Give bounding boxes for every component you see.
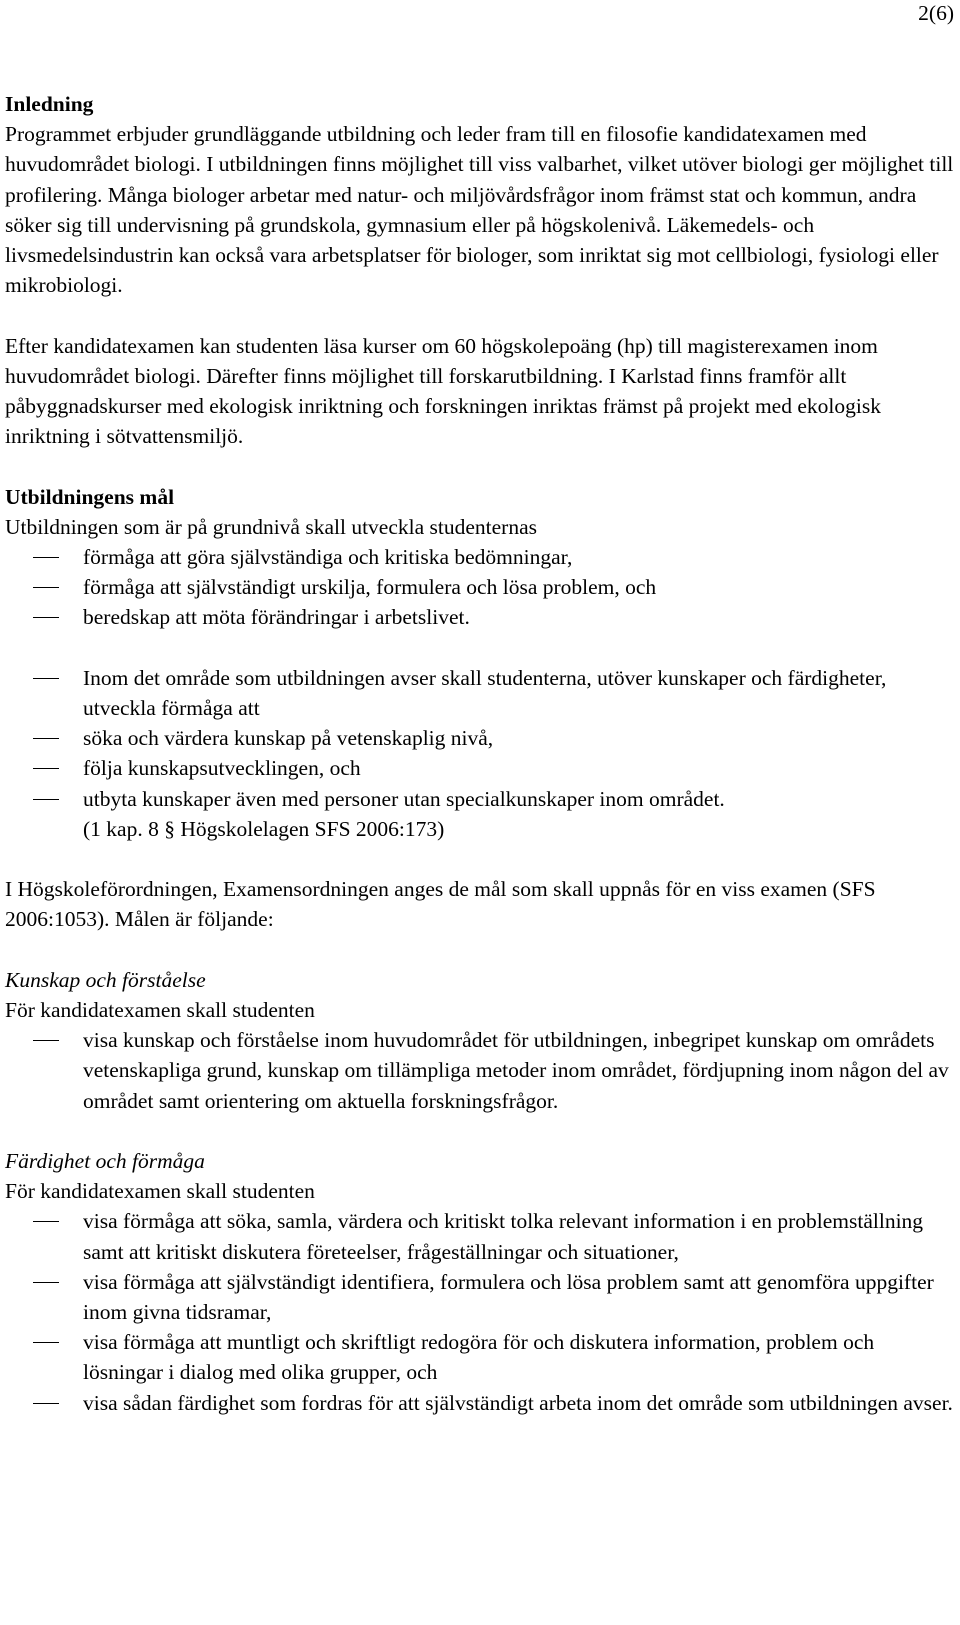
skills-heading: Färdighet och förmåga (5, 1149, 205, 1174)
list-item (5, 572, 955, 602)
intro-paragraph-1: Programmet erbjuder grundläggande utbildning och leder fram till en filosofie kandidatexamen med huvudområdet biologi. I utbildningen finns möjlighet till viss valbarhet, vilket utöver biologi ger möjlighet till profilering. Många biologer arbetar med natur- och miljövårdsfrågor inom främst stat och kommun, andra söker sig till undervisning på grundskola, gymnasium eller på högskolenivå. Läkemedels- och livsmedelsindustrin kan också vara arbetsplatser för biologer, som inriktat sig mot cellbiologi, fysiologi eller mikrobiologi. (5, 122, 954, 298)
list-item (5, 784, 955, 814)
law-citation: (1 kap. 8 § Högskolelagen SFS 2006:173) (83, 816, 445, 841)
skills-intro: För kandidatexamen skall studenten (5, 1179, 315, 1204)
list-item-text: Inom det område som utbildningen avser skall studenterna, utöver kunskaper och färdigheter, utveckla förmåga att (83, 665, 887, 721)
goals-heading: Utbildningens mål (5, 484, 175, 509)
list-item (5, 1388, 955, 1418)
list-item-text: förmåga att självständigt urskilja, formulera och lösa problem, och (83, 575, 657, 600)
intro-heading: Inledning (5, 92, 94, 116)
dash-bullet-icon (33, 617, 59, 618)
dash-bullet-icon (33, 1403, 59, 1404)
list-item-text: visa förmåga att självständigt identifiera, formulera och lösa problem samt att genomföra uppgifter inom givna tidsramar, (83, 1269, 934, 1325)
list-item-text: beredskap att möta förändringar i arbetslivet. (83, 605, 470, 630)
ordinance-paragraph: I Högskoleförordningen, Examensordningen anges de mål som skall uppnås för en viss examen (SFS 2006:1053). Målen är följande: (5, 877, 876, 932)
intro-paragraph-2: Efter kandidatexamen kan studenten läsa kurser om 60 högskolepoäng (hp) till magisterexamen inom huvudområdet biologi. Därefter finns möjlighet till forskarutbildning. I Karlstad finns framför allt påbyggnadskurser med ekologisk inriktning och forskningen inriktas främst på projekt med ekologisk inriktning i sötvattensmiljö. (5, 333, 881, 449)
knowledge-intro: För kandidatexamen skall studenten (5, 998, 315, 1023)
knowledge-heading: Kunskap och förståelse (5, 967, 206, 992)
dash-bullet-icon (33, 1221, 59, 1222)
list-item (5, 1267, 955, 1327)
list-item-text: förmåga att göra självständiga och kritiska bedömningar, (83, 545, 573, 570)
list-item (5, 602, 955, 632)
list-item (5, 542, 955, 572)
list-item-text: söka och värdera kunskap på vetenskaplig nivå, (83, 726, 494, 751)
list-item (5, 1327, 955, 1387)
dash-bullet-icon (33, 587, 59, 588)
list-item-text: utbyta kunskaper även med personer utan specialkunskaper inom området. (83, 786, 725, 811)
list-item-text: visa kunskap och förståelse inom huvudområdet för utbildningen, inbegripet kunskap om områdets vetenskapliga grund, kunskap om tillämpliga metoder inom området, fördjupning inom någon del av området samt orientering om aktuella forskningsfrågor. (83, 1028, 949, 1113)
list-item (5, 1206, 955, 1266)
page-number: 2(6) (918, 1, 954, 25)
dash-bullet-icon (33, 1342, 59, 1343)
list-item-text: visa förmåga att söka, samla, värdera och kritiskt tolka relevant information i en problemställning samt att kritiskt diskutera företeelser, frågeställningar och situationer, (83, 1209, 924, 1264)
list-item-text: visa förmåga att muntligt och skriftligt redogöra för och diskutera information, problem och lösningar i dialog med olika grupper, och (83, 1330, 875, 1385)
list-item (5, 753, 955, 783)
dash-bullet-icon (33, 768, 59, 769)
list-item-text: följa kunskapsutvecklingen, och (83, 756, 361, 781)
dash-bullet-icon (33, 678, 59, 679)
list-item (5, 1025, 955, 1116)
dash-bullet-icon (33, 557, 59, 558)
dash-bullet-icon (33, 1040, 59, 1041)
list-item (5, 723, 955, 753)
list-item-text: visa sådan färdighet som fordras för att självständigt arbeta inom det område som utbildningen avser. (83, 1390, 953, 1415)
goals-intro: Utbildningen som är på grundnivå skall utveckla studenternas (5, 514, 537, 539)
dash-bullet-icon (33, 738, 59, 739)
dash-bullet-icon (33, 799, 59, 800)
document-body (5, 89, 955, 1418)
list-item (5, 663, 955, 723)
dash-bullet-icon (33, 1282, 59, 1283)
